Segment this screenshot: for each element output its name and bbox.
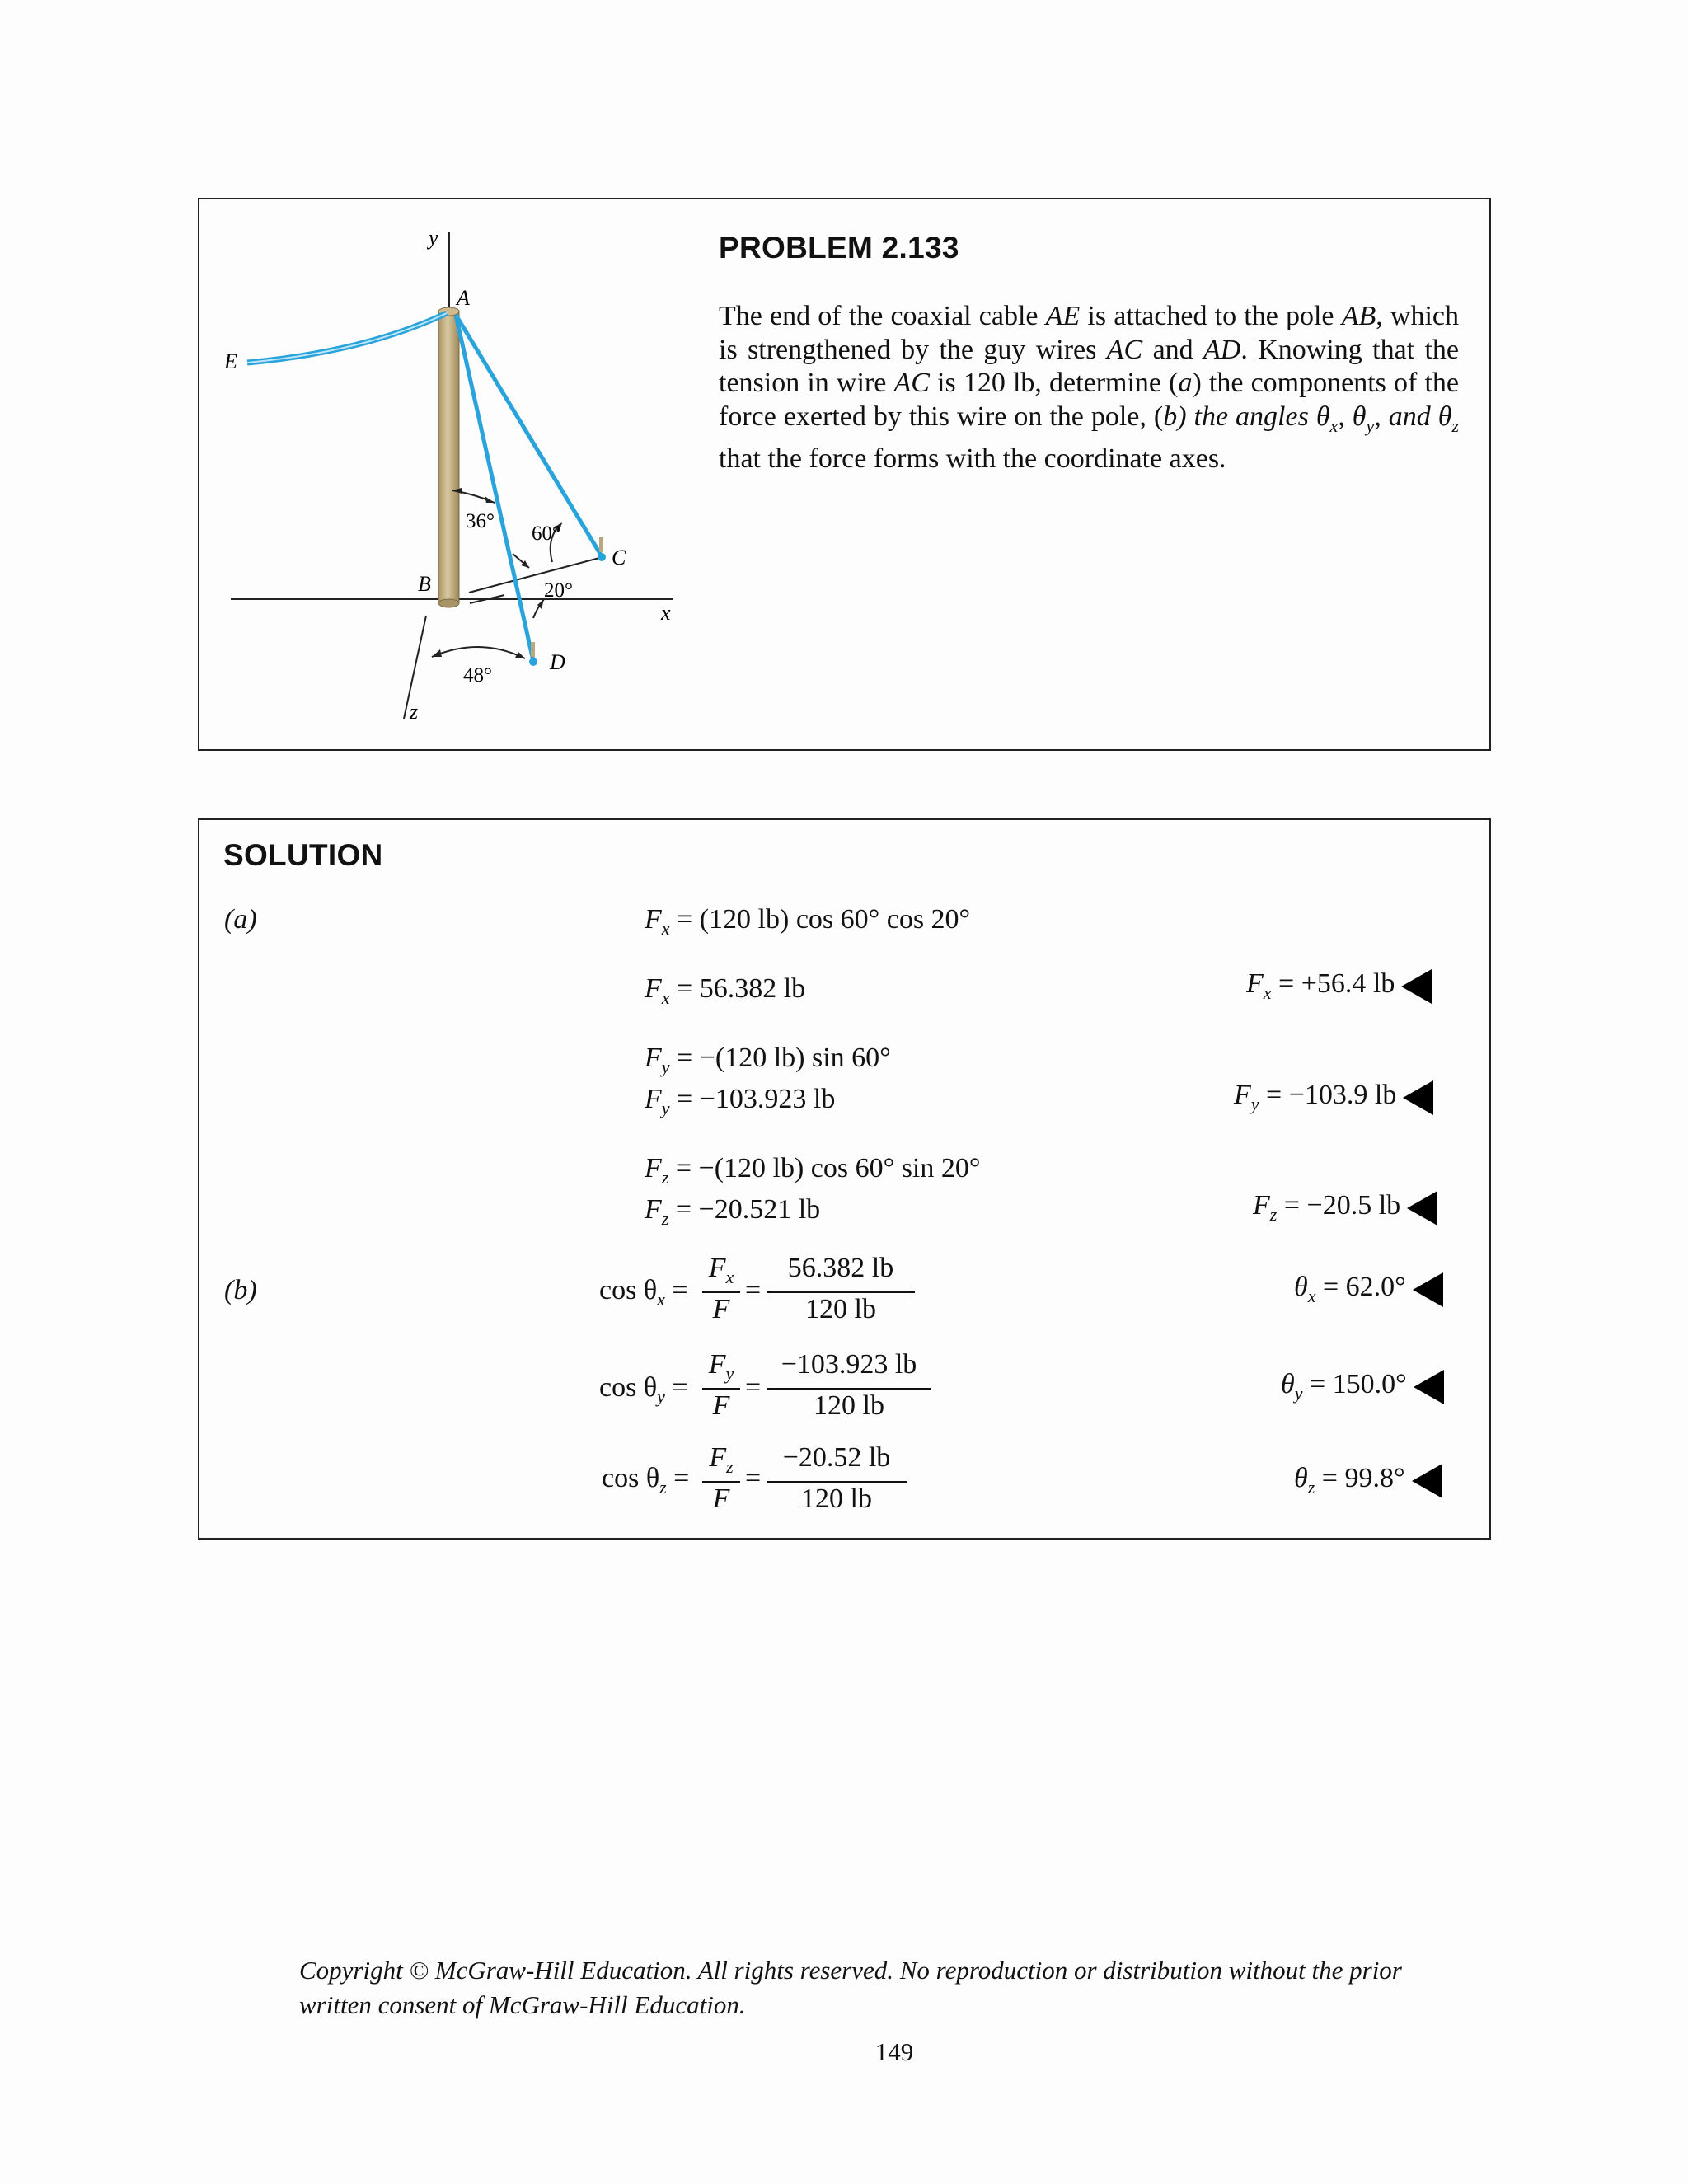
part-b-label: (b)	[224, 1275, 257, 1305]
label-z: z	[410, 700, 419, 724]
page-number: 149	[874, 2037, 914, 2066]
eq-fx-1: $F_x = (120$ lb) cos 60° cos 20°	[645, 904, 971, 939]
eq-fz-2: $F_z = -20.521$ lb	[645, 1194, 821, 1229]
label-c: C	[612, 546, 626, 569]
frac-x-values: 56.382 lb 120 lb	[767, 1253, 915, 1325]
eq-fy-2: $F_y = -103.923$ lb	[645, 1084, 836, 1118]
angle-20: 20°	[544, 579, 573, 602]
problem-statement: The end of the coaxial cable AE is attached to the pole AB, which is strengthened by the guy wires AC and AD. Knowing that the tension in wire AC is 120 lb, determine (a) the components of the force exerted by this wire on the pole, (b) the angles $\theta_x$, $\theta_y$, and $\theta_z$ that the force forms with the coordinate axes.	[719, 301, 1460, 474]
angle-60: 60°	[532, 523, 560, 545]
label-a: A	[457, 286, 470, 310]
label-d: D	[550, 650, 565, 674]
answer-marker-icon	[1403, 1080, 1433, 1115]
answer-fy: $F_y = -103.9$ lb	[1234, 1080, 1433, 1115]
frac-fz-over-f: $F_z$ F	[702, 1442, 740, 1515]
eq-cos-x: $\cos \theta_x$ =	[599, 1275, 688, 1310]
frac-fx-over-f: $F_x$ F	[702, 1253, 740, 1325]
ground-line-bc	[469, 558, 599, 593]
angle-36: 36°	[466, 510, 495, 532]
answer-marker-icon	[1407, 1191, 1437, 1226]
cable-ae	[247, 313, 447, 363]
answer-theta-y: $\theta_y = 150.0^\circ$	[1281, 1369, 1444, 1404]
label-e: E	[224, 349, 237, 373]
solution-title: SOLUTION	[223, 838, 383, 872]
frac-z-values: −20.52 lb 120 lb	[767, 1442, 907, 1515]
frac-y-values: −103.923 lb 120 lb	[767, 1349, 931, 1422]
eq-fx-2: $F_x = 56.382$ lb	[645, 973, 806, 1008]
eq-sign-x: =	[745, 1275, 762, 1305]
eq-sign-z: =	[745, 1463, 762, 1493]
eq-cos-z: $\cos \theta_z$ =	[602, 1463, 690, 1497]
answer-fz: $F_z = -20.5$ lb	[1253, 1190, 1437, 1226]
angle-48: 48°	[463, 664, 492, 687]
part-a-label: (a)	[224, 904, 257, 935]
problem-box	[198, 198, 1491, 751]
answer-theta-z: $\theta_z = 99.8^\circ$	[1294, 1463, 1442, 1498]
answer-theta-x: $\theta_x = 62.0^\circ$	[1294, 1272, 1443, 1307]
wire-ad	[456, 315, 533, 661]
label-y: y	[429, 226, 438, 250]
answer-marker-icon	[1413, 1272, 1443, 1307]
eq-fy-1: $F_y = -(120$ lb) sin 60°	[645, 1043, 891, 1077]
answer-marker-icon	[1401, 969, 1432, 1004]
pole-base	[438, 599, 459, 607]
answer-fx: $F_x = +56.4$ lb	[1246, 968, 1432, 1004]
anchor-c	[598, 553, 606, 561]
label-b: B	[418, 572, 431, 596]
solution-box	[198, 818, 1491, 1540]
eq-fz-1: $F_z = -(120$ lb) cos 60° sin 20°	[645, 1153, 981, 1188]
pole-ab	[438, 311, 459, 603]
eq-sign-y: =	[745, 1372, 762, 1403]
problem-title: PROBLEM 2.133	[719, 231, 959, 265]
arc-48	[432, 647, 525, 658]
problem-figure	[199, 199, 727, 743]
label-x: x	[661, 601, 671, 625]
anchor-d	[529, 658, 537, 666]
eq-cos-y: $\cos \theta_y$ =	[599, 1372, 688, 1407]
answer-marker-icon	[1412, 1464, 1442, 1498]
copyright-notice: Copyright © McGraw-Hill Education. All rights reserved. No reproduction or distribution without the prior written consent of McGraw-Hill Education.	[299, 1956, 1402, 2019]
answer-marker-icon	[1414, 1370, 1444, 1404]
frac-fy-over-f: $F_y$ F	[702, 1349, 740, 1422]
